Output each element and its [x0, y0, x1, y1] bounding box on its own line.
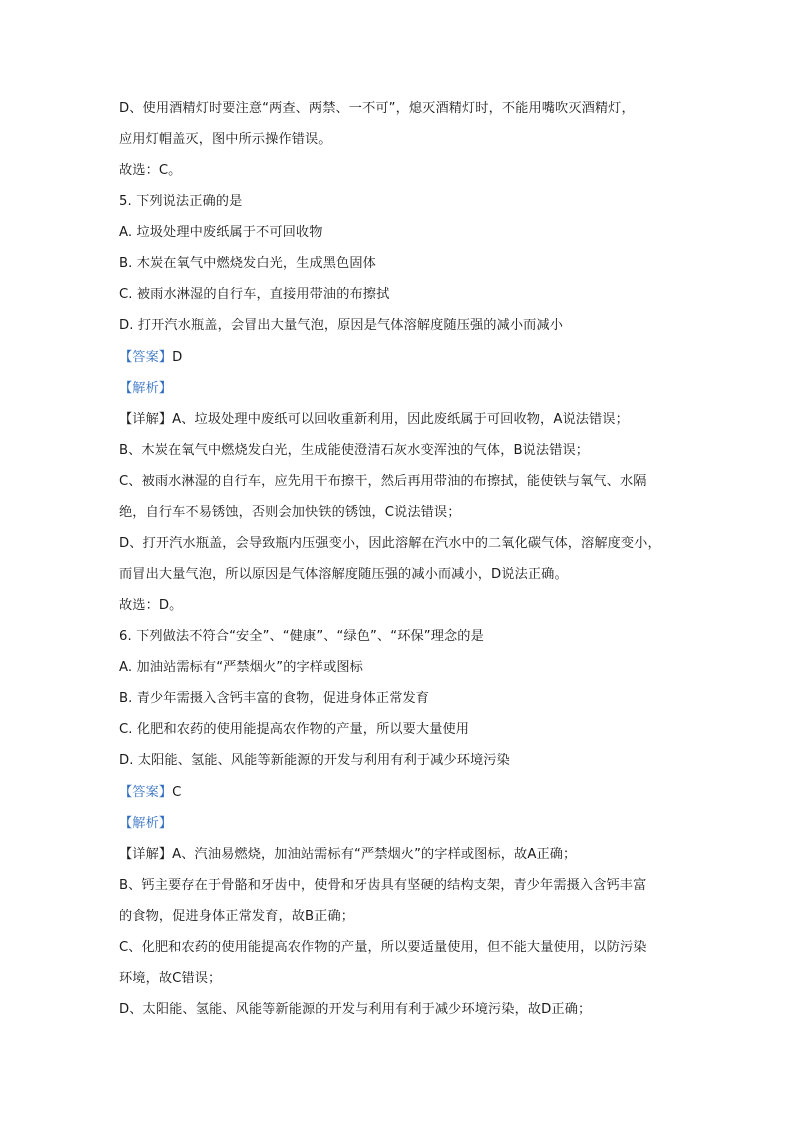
text-line: 绝，自行车不易锈蚀，否则会加快铁的锈蚀，C说法错误；	[119, 505, 461, 520]
question-5-option-b: B. 木炭在氧气中燃烧发白光，生成黑色固体	[119, 256, 376, 271]
question-6-option-c: C. 化肥和农药的使用能提高农作物的产量，所以要大量使用	[119, 722, 470, 737]
answer-tag: 【答案】	[119, 785, 173, 800]
text-line: C、被雨水淋湿的自行车，应先用干布擦干，然后再用带油的布擦拭，能使铁与氧气、水隔	[119, 474, 647, 489]
text-line: B、钙主要存在于骨骼和牙齿中，使骨和牙齿具有坚硬的结构支架，青少年需摄入含钙丰富	[119, 878, 647, 893]
text-line: 应用灯帽盖灭，图中所示操作错误。	[119, 132, 332, 147]
question-6-option-b: B. 青少年需摄入含钙丰富的食物，促进身体正常发育	[119, 691, 430, 706]
text-line: 环境，故C错误；	[119, 971, 222, 986]
answer-value: D	[172, 350, 183, 365]
question-6-answer	[119, 784, 181, 802]
text-line: 故选：D。	[119, 598, 183, 613]
text-line: D、太阳能、氢能、风能等新能源的开发与利用有利于减少环境污染，故D正确；	[119, 1002, 592, 1017]
text-line: C、化肥和农药的使用能提高农作物的产量，所以要适量使用，但不能大量使用，以防污染	[119, 940, 647, 955]
question-5-option-c: C. 被雨水淋湿的自行车，直接用带油的布擦拭	[119, 287, 390, 302]
text-line: 【详解】A、汽油易燃烧，加油站需标有“严禁烟火”的字样或图标，故A正确；	[119, 847, 577, 862]
question-5-answer	[119, 349, 182, 367]
question-6-option-d: D. 太阳能、氢能、风能等新能源的开发与利用有利于减少环境污染	[119, 753, 510, 768]
text-line: 的食物，促进身体正常发育，故B正确；	[119, 909, 355, 924]
analysis-tag: 【解析】	[119, 816, 173, 831]
question-5-option-a: A. 垃圾处理中废纸属于不可回收物	[119, 225, 323, 240]
text-line: 而冒出大量气泡，所以原因是气体溶解度随压强的减小而减小，D说法正确。	[119, 567, 568, 582]
text-line: D、打开汽水瓶盖，会导致瓶内压强变小，因此溶解在汽水中的二氧化碳气体，溶解度变小，	[119, 536, 661, 551]
question-5-stem: 5. 下列说法正确的是	[119, 194, 243, 209]
question-5-option-d: D. 打开汽水瓶盖，会冒出大量气泡，原因是气体溶解度随压强的减小而减小	[119, 318, 564, 333]
answer-value: C	[172, 785, 182, 800]
text-line: B、木炭在氧气中燃烧发白光，生成能使澄清石灰水变浑浊的气体，B说法错误；	[119, 443, 590, 458]
question-6-stem: 6. 下列做法不符合“安全”、“健康”、“绿色”、“环保”理念的是	[119, 629, 484, 644]
question-6-option-a: A. 加油站需标有“严禁烟火”的字样或图标	[119, 660, 363, 675]
answer-tag: 【答案】	[119, 350, 173, 365]
text-line: 【详解】A、垃圾处理中废纸可以回收重新利用，因此废纸属于可回收物，A说法错误；	[119, 412, 629, 427]
text-line: D、使用酒精灯时要注意“两查、两禁、一不可”，熄灭酒精灯时，不能用嘴吹灭酒精灯，	[119, 101, 635, 116]
text-line: 故选：C。	[119, 163, 182, 178]
analysis-tag: 【解析】	[119, 381, 173, 396]
